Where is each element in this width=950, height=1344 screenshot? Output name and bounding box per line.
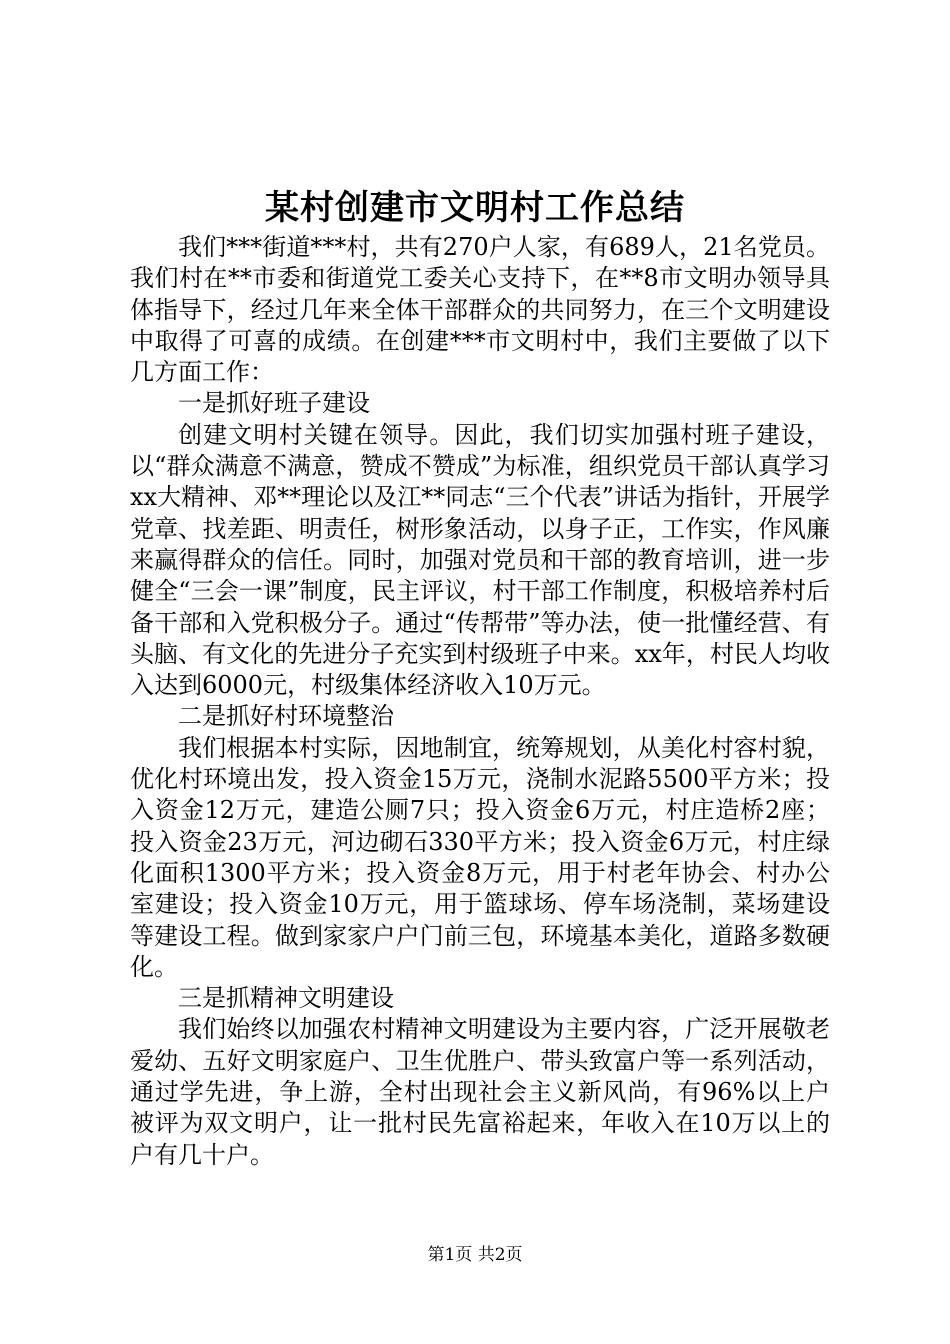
document-body: [130, 232, 830, 1171]
section-heading-spiritual-civilization: 三是抓精神文明建设: [178, 984, 394, 1013]
section-body-spiritual-civilization: 我们始终以加强农村精神文明建设为主要内容，广泛开展敬老爱幼、五好文明家庭户、卫生优胜户、带头致富户等一系列活动，通过学先进，争上游，全村出现社会主义新风尚，有96%以上户被评为双文明户，让一批村民先富裕起来，年收入在10万以上的户有几十户。: [130, 1015, 830, 1169]
intro-paragraph: 我们***街道***村，共有270户人家，有689人，21名党员。我们村在**市委和街道党工委关心支持下，在**8市文明办领导具体指导下，经过几年来全体干部群众的共同努力，在三个文明建设中取得了可喜的成绩。在创建***市文明村中，我们主要做了以下几方面工作：: [130, 233, 830, 387]
page-indicator: 第1页 共2页: [427, 1245, 523, 1265]
section-heading-environment: 二是抓好村环境整治: [178, 702, 394, 731]
section-body-environment: 我们根据本村实际，因地制宜，统筹规划，从美化村容村貌，优化村环境出发，投入资金15万元，浇制水泥路5500平方米；投入资金12万元，建造公厕7只；投入资金6万元，村庄造桥2座；投入资金23万元，河边砌石330平方米；投入资金6万元，村庄绿化面积1300平方米；投入资金8万元，用于村老年协会、村办公室建设；投入资金10万元，用于篮球场、停车场浇制，菜场建设等建设工程。做到家家户户门前三包，环境基本美化，道路多数硬化。: [130, 733, 830, 981]
section-body-team-building: 创建文明村关键在领导。因此，我们切实加强村班子建设，以“群众满意不满意，赞成不赞成”为标准，组织党员干部认真学习xx大精神、邓**理论以及江**同志“三个代表”讲话为指针，开展学党章、找差距、明责任，树形象活动，以身子正，工作实，作风廉来赢得群众的信任。同时，加强对党员和干部的教育培训，进一步健全“三会一课”制度，民主评议，村干部工作制度，积极培养村后备干部和入党积极分子。通过“传帮带”等办法，使一批懂经营、有头脑、有文化的先进分子充实到村级班子中来。xx年，村民人均收入达到6000元，村级集体经济收入10万元。: [130, 420, 830, 700]
section-heading-team-building: 一是抓好班子建设: [178, 389, 370, 418]
document-title: 某村创建市文明村工作总结: [265, 188, 685, 228]
